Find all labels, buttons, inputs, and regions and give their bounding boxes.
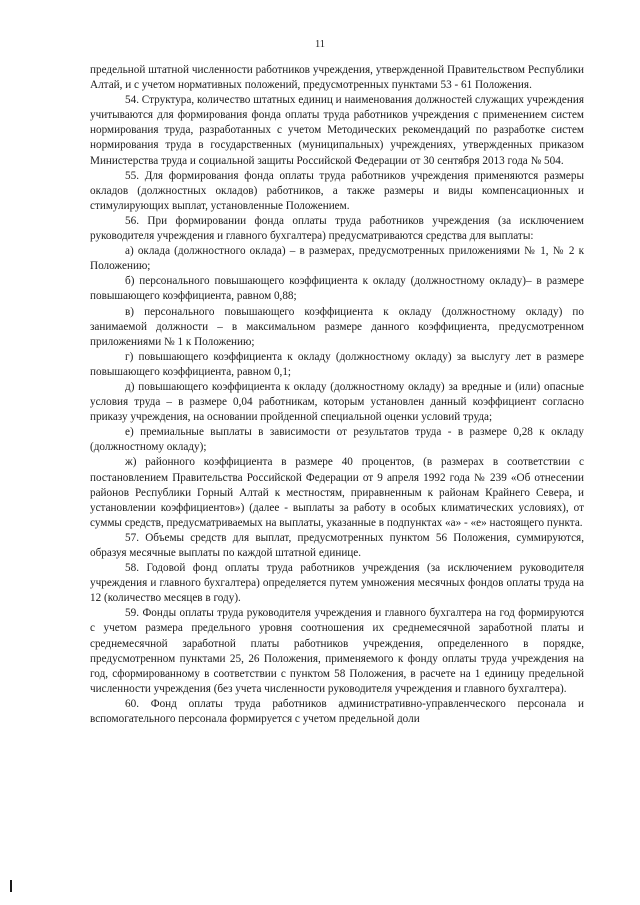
paragraph-54: 54. Структура, количество штатных единиц и наименования должностей служащих учреждения учитываются для формирования фонда оплаты труда работников учреждения с применением систем нормирования труда, разработанных с учетом Методических рекомендаций по разработке систем нормирования труда в государственных (муниципальных) учреждениях, утвержденных приказом Министерства труда и социальной защиты Российской Федерации от 30 сентября 2013 года № 504. (90, 94, 584, 167)
page-number: 11 (314, 39, 326, 50)
paragraph-56-a: а) оклада (должностного оклада) – в размерах, предусмотренных приложениями № 1, № 2 к Положению; (90, 245, 584, 273)
paragraph-56-g: г) повышающего коэффициента к окладу (должностному окладу) за выслугу лет в размере повышающего коэффициента, равном 0,1; (90, 350, 584, 378)
paragraph-60: 60. Фонд оплаты труда работников административно-управленческого персонала и вспомогательного персонала формируется с учетом предельной доли (90, 697, 584, 726)
paragraph-56-v: в) персонального повышающего коэффициента к окладу (должностному окладу) по занимаемой должности – в максимальном размере данного коэффициента, предусмотренном приложениями № 1 к Положению; (90, 305, 584, 348)
paragraph-continuation: предельной штатной численности работников учреждения, утвержденной Правительством Республики Алтай, и с учетом нормативных положений, предусмотренных пунктами 53 - 61 Положения. (90, 64, 584, 92)
paragraph-56-b: б) персонального повышающего коэффициента к окладу (должностному окладу)– в размере повышающего коэффициента, равном 0,88; (90, 275, 584, 303)
document-body (90, 63, 584, 727)
paragraph-56-e: е) премиальные выплаты в зависимости от результатов труда - в размере 0,28 к окладу (должностному окладу); (90, 426, 584, 454)
scan-mark (10, 880, 12, 892)
paragraph-57: 57. Объемы средств для выплат, предусмотренных пунктом 56 Положения, суммируются, образуя месячные выплаты по каждой штатной единице. (90, 531, 584, 559)
paragraph-59: 59. Фонды оплаты труда руководителя учреждения и главного бухгалтера на год формируются с учетом размера предельного уровня соотношения их среднемесячной заработной платы и среднемесячной заработной платы работников учреждения, определенного в порядке, предусмотренном пунктами 25, 26 Положения, применяемого к фонду оплаты труда учреждения на год, сформированному в соответствии с пунктом 58 Положения, в расчете на 1 единицу предельной численности учреждения (без учета численности руководителя учреждения и главного бухгалтера). (90, 607, 584, 695)
paragraph-56-d: д) повышающего коэффициента к окладу (должностному окладу) за вредные и (или) опасные условия труда – в размере 0,04 работникам, которым установлен данный коэффициент согласно приказу учреждения, на основании пройденной специальной оценки условий труда; (90, 380, 584, 424)
paragraph-58: 58. Годовой фонд оплаты труда работников учреждения (за исключением руководителя учреждения и главного бухгалтера) определяется путем умножения месячных фондов оплаты труда на 12 (количество месяцев в году). (90, 562, 584, 605)
paragraph-56-zh: ж) районного коэффициента в размере 40 процентов, (в размерах в соответствии с постановлением Правительства Российской Федерации от 9 апреля 1992 года № 239 «Об отнесении районов Республики Горный Алтай к местностям, приравненным к районам Крайнего Севера, и установлении коэффициентов») (далее - выплаты за работу в особых климатических условиях), от суммы средств, предусматриваемых на выплаты, указанные в подпунктах «а» - «е» настоящего пункта. (90, 456, 584, 529)
paragraph-56: 56. При формировании фонда оплаты труда работников учреждения (за исключением руководителя учреждения и главного бухгалтера) предусматриваются средства для выплаты: (90, 214, 584, 243)
paragraph-55: 55. Для формирования фонда оплаты труда работников учреждения применяются размеры окладов (должностных окладов) работников, а также размеры и виды компенсационных и стимулирующих выплат, установленные Положением. (90, 169, 584, 212)
